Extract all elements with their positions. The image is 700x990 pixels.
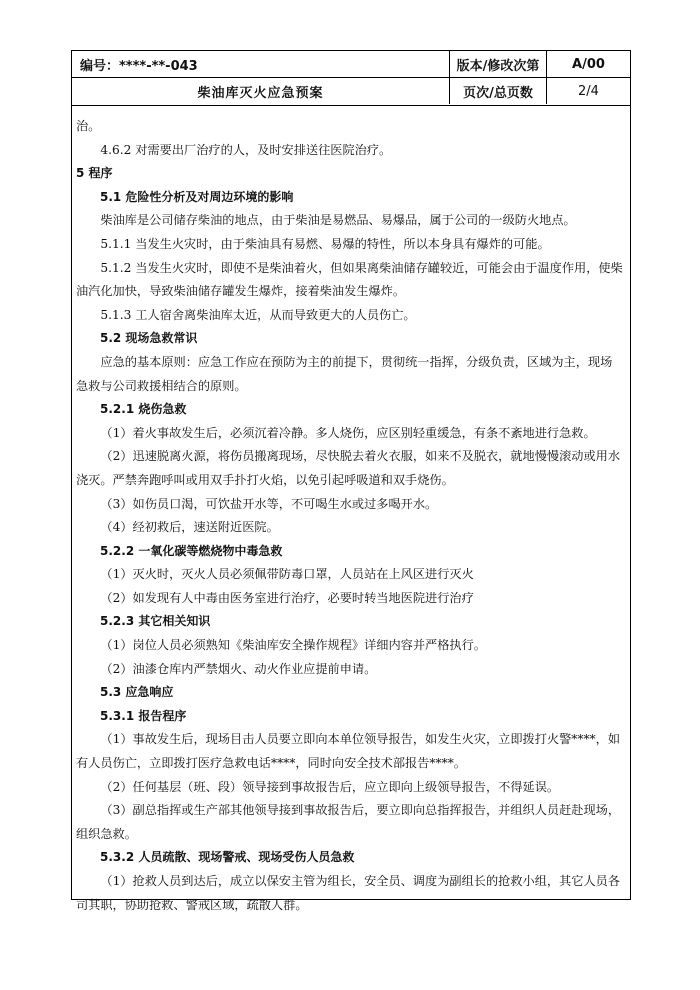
paragraph: （3）副总指挥或生产部其他领导接到事故报告后，要立即向总指挥报告，并组织人员赶赴现场，组织急救。: [76, 803, 621, 841]
version-label: 版本/修改次第: [450, 51, 547, 78]
section-heading: 5.2.1 烧伤急救: [100, 402, 187, 417]
document-header: [72, 51, 630, 106]
paragraph: 治。: [76, 119, 101, 133]
paragraph: 4.6.2 对需要出厂治疗的人，及时安排送往医院治疗。: [100, 142, 392, 157]
document-frame: [71, 50, 631, 912]
paragraph: （2）迅速脱离火源，将伤员搬离现场，尽快脱去着火衣服，如来不及脱衣，就地慢慢滚动或用水浇灭。严禁奔跑呼叫或用双手扑打火焰，以免引起呼吸道和双手烧伤。: [76, 449, 621, 487]
paragraph: 柴油库是公司储存柴油的地点，由于柴油是易燃品、易爆品，属于公司的一级防火地点。: [100, 213, 576, 228]
section-heading: 5.3.1 报告程序: [100, 708, 187, 723]
section-heading: 5.2.3 其它相关知识: [100, 614, 211, 629]
document-number: 编号：****-**-043: [72, 51, 450, 78]
section-heading: 5.2 现场急救常识: [100, 331, 198, 346]
paragraph: （4）经初救后，速送附近医院。: [100, 520, 279, 535]
paragraph: （1）岗位人员必须熟知《柴油库安全操作规程》详细内容并严格执行。: [100, 638, 486, 653]
paragraph: （2）如发现有人中毒由医务室进行治疗，必要时转当地医院进行治疗: [100, 590, 474, 605]
paragraph: （2）油漆仓库内严禁烟火、动火作业应提前申请。: [100, 661, 377, 676]
paragraph: 5.1.1 当发生火灾时，由于柴油具有易燃、易爆的特性，所以本身具有爆炸的可能。: [100, 236, 550, 251]
paragraph: 5.1.3 工人宿舍离柴油库太近，从而导致更大的人员伤亡。: [100, 307, 416, 322]
version-value: A/00: [547, 51, 630, 78]
page-label: 页次/总页数: [450, 78, 547, 104]
paragraph: （3）如伤员口渴，可饮盐开水等，不可喝生水或过多喝开水。: [100, 496, 438, 511]
paragraph: 应急的基本原则：应急工作应在预防为主的前提下，贯彻统一指挥，分级负责，区域为主，现场急救与公司救援相结合的原则。: [76, 354, 613, 393]
paragraph: 5.1.2 当发生火灾时，即使不是柴油着火，但如果离柴油储存罐较近，可能会由于温度作用，使柴油汽化加快，导致柴油储存罐发生爆炸，接着柴油发生爆炸。: [76, 260, 623, 299]
paragraph: （1）事故发生后，现场目击人员要立即向本单位领导报告，如发生火灾，立即拨打火警****，如有人员伤亡，立即拨打医疗急救电话****，同时向安全技术部报告****。: [76, 732, 621, 771]
section-heading: 5.1 危险性分析及对周边环境的影响: [100, 189, 294, 204]
paragraph: （2）任何基层（班、段）领导接到事故报告后，应立即向上级领导报告，不得延误。: [100, 779, 560, 794]
section-heading: 5.3 应急响应: [100, 685, 174, 700]
document-body: [76, 115, 624, 917]
paragraph: （1）灭火时，灭火人员必须佩带防毒口罩，人员站在上风区进行灭火: [100, 567, 474, 582]
section-heading: 5.2.2 一氧化碳等燃烧物中毒急救: [100, 543, 283, 558]
paragraph: （1）着火事故发生后，必须沉着冷静。多人烧伤，应区别轻重缓急，有条不紊地进行急救。: [100, 425, 596, 440]
section-heading: 5.3.2 人员疏散、现场警戒、现场受伤人员急救: [100, 850, 355, 865]
paragraph: （1）抢救人员到达后，成立以保安主管为组长，安全员、调度为副组长的抢救小组，其它人员各司其职，协助抢救、警戒区域，疏散人群。: [76, 874, 621, 912]
section-heading: 5 程序: [76, 166, 113, 181]
document-title: 柴油库灭火应急预案: [72, 78, 450, 104]
page-value: 2/4: [578, 83, 599, 99]
